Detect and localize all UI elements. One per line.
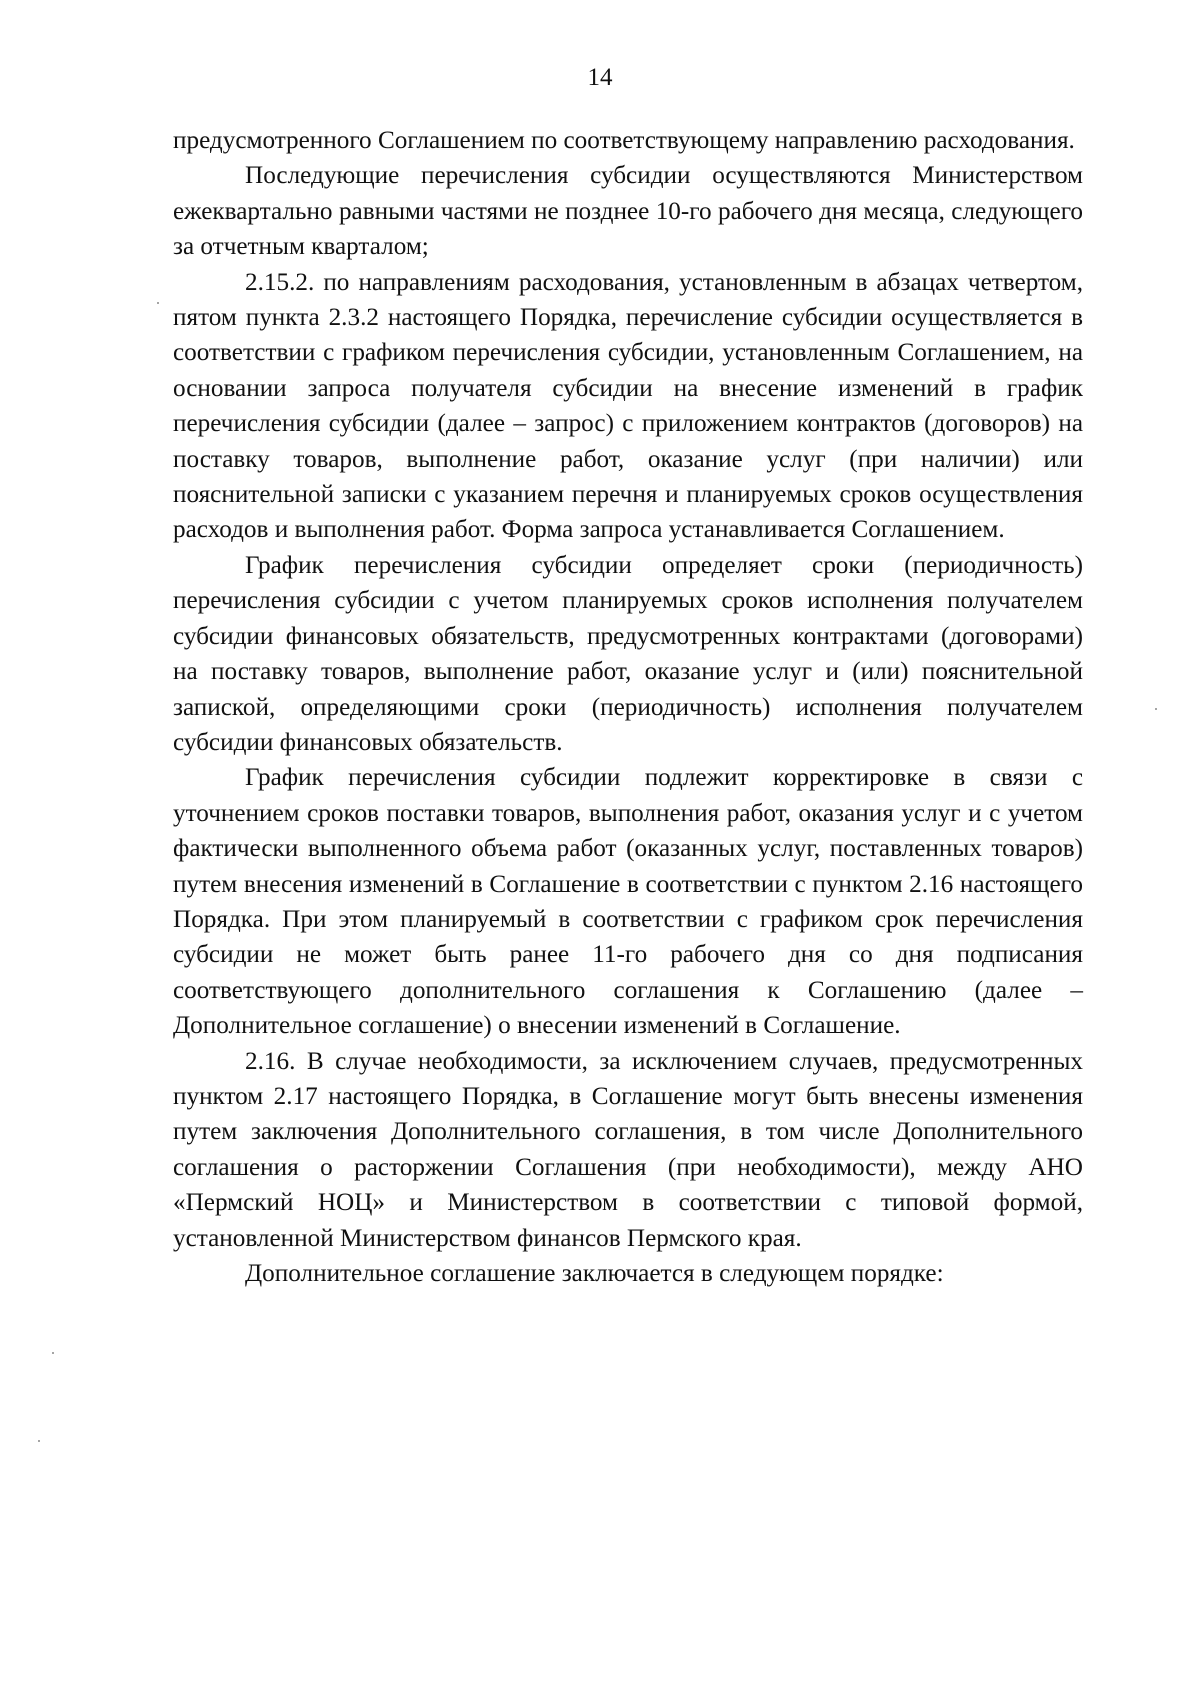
paragraph-schedule-adjustment: График перечисления субсидии подлежит корректировке в связи с уточнением сроков поставки товаров, выполнения работ, оказания услуг и с учетом фактически выполненного объема работ (оказанных услуг, поставленных товаров) путем внесения изменений в Соглашение в соответствии с пунктом 2.16 настоящего Порядка. При этом планируемый в соответствии с графиком срок перечисления субсидии не может быть ранее 11-го рабочего дня со дня подписания соответствующего дополнительного соглашения к Соглашению (далее – Дополнительное соглашение) о внесении изменений в Соглашение.: [173, 764, 1083, 1040]
paragraph-continuation: предусмотренного Соглашением по соответствующему направлению расходования.: [173, 127, 1075, 154]
paragraph-schedule-terms: График перечисления субсидии определяет сроки (периодичность) перечисления субсидии с учетом планируемых сроков исполнения получателем субсидии финансовых обязательств, предусмотренных контрактами (договорами) на поставку товаров, выполнение работ, оказание услуг и (или) пояснительной запиской, определяющими сроки (периодичность) исполнения получателем субсидии финансовых обязательств.: [173, 551, 1083, 756]
page-number: 14: [587, 64, 613, 91]
scan-speck: [52, 1352, 54, 1354]
scan-speck: [38, 1440, 40, 1442]
paragraph-clause-2-15-2: 2.15.2. по направлениям расходования, установленным в абзацах четвертом, пятом пункта 2.3.2 настоящего Порядка, перечисление субсидии осуществляется в соответствии с графиком перечисления субсидии, установленным Соглашением, на основании запроса получателя субсидии на внесение изменений в график перечисления субсидии (далее – запрос) с приложением контрактов (договоров) на поставку товаров, выполнение работ, оказание услуг (при наличии) или пояснительной записки с указанием перечня и планируемых сроков осуществления расходов и выполнения работ. Форма запроса устанавливается Соглашением.: [173, 268, 1083, 544]
document-body: [173, 123, 1083, 1291]
paragraph-clause-2-16: 2.16. В случае необходимости, за исключением случаев, предусмотренных пунктом 2.17 настоящего Порядка, в Соглашение могут быть внесены изменения путем заключения Дополнительного соглашения, в том числе Дополнительного соглашения о расторжении Соглашения (при необходимости), между АНО «Пермский НОЦ» и Министерством в соответствии с типовой формой, установленной Министерством финансов Пермского края.: [173, 1047, 1083, 1252]
scan-speck: [157, 302, 159, 304]
scan-speck: [1155, 708, 1157, 710]
paragraph-additional-agreement: Дополнительное соглашение заключается в следующем порядке:: [245, 1260, 944, 1287]
paragraph-subsequent-transfers: Последующие перечисления субсидии осуществляются Министерством ежеквартально равными частями не позднее 10-го рабочего дня месяца, следующего за отчетным кварталом;: [173, 162, 1083, 261]
